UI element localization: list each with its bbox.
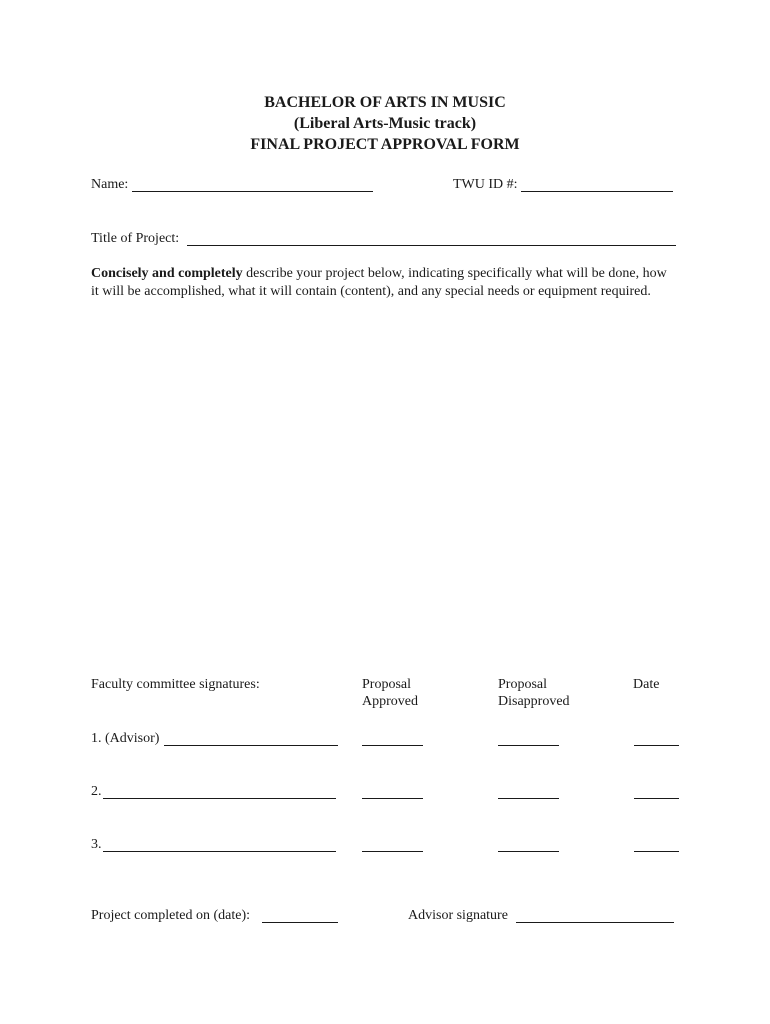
description-emphasis: Concisely and completely [91, 266, 243, 281]
project-description-area[interactable] [91, 330, 681, 660]
faculty-signatures-label: Faculty committee signatures: [91, 677, 260, 692]
project-title-label: Title of Project: [91, 231, 180, 246]
date-header: Date [633, 677, 660, 692]
proposal-approved-header-2: Approved [362, 694, 418, 709]
signature-row-3-field[interactable] [103, 837, 336, 852]
advisor-signature-label: Advisor signature [408, 908, 508, 923]
signature-row-2-disapproved[interactable] [498, 784, 559, 799]
signature-row-1-date[interactable] [634, 731, 679, 746]
signature-row-2-date[interactable] [634, 784, 679, 799]
signature-row-3-approved[interactable] [362, 837, 423, 852]
signature-row-3-label: 3. [91, 837, 102, 852]
advisor-signature-field[interactable] [516, 908, 674, 923]
name-label: Name: [91, 177, 129, 192]
proposal-disapproved-header-2: Disapproved [498, 694, 570, 709]
form-title-line3: FINAL PROJECT APPROVAL FORM [250, 136, 520, 153]
signature-row-2-field[interactable] [103, 784, 336, 799]
proposal-disapproved-header-1: Proposal [498, 677, 547, 692]
project-title-field[interactable] [187, 231, 676, 246]
form-title-line1: BACHELOR OF ARTS IN MUSIC [264, 94, 506, 111]
project-completed-label: Project completed on (date): [91, 908, 250, 923]
signature-row-3-date[interactable] [634, 837, 679, 852]
form-title-line2: (Liberal Arts-Music track) [293, 115, 477, 132]
proposal-approved-header-1: Proposal [362, 677, 411, 692]
signature-row-1-field[interactable] [164, 731, 338, 746]
signature-row-3-disapproved[interactable] [498, 837, 559, 852]
signature-row-2-approved[interactable] [362, 784, 423, 799]
project-description-instructions [91, 265, 671, 301]
twu-id-label: TWU ID #: [453, 177, 518, 192]
name-field[interactable] [132, 177, 373, 192]
signature-row-1-disapproved[interactable] [498, 731, 559, 746]
signature-row-2-label: 2. [91, 784, 102, 799]
project-completed-date-field[interactable] [262, 908, 338, 923]
signature-row-1-label: 1. (Advisor) [91, 731, 160, 746]
twu-id-field[interactable] [521, 177, 673, 192]
signature-row-1-approved[interactable] [362, 731, 423, 746]
description-text: describe your project below, indicating specifically what will be done, how it will be accomplished, what it will contain (content), and any special needs or equipment required. [91, 266, 667, 299]
